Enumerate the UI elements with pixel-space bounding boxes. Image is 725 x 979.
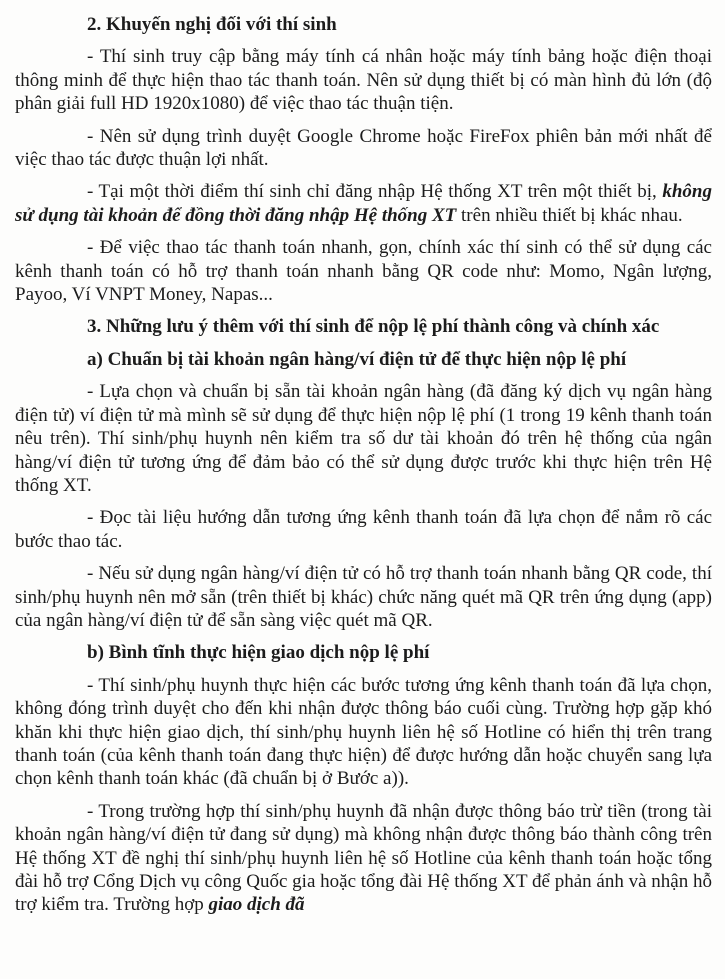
text-run: b) Bình tĩnh thực hiện giao dịch nộp lệ phí (87, 642, 430, 664)
emphasized-text-run: không sử dụng tài khoản để đồng thời đăng nhập Hệ thống XT (15, 181, 712, 226)
paragraph (15, 45, 712, 115)
text-run: - Nên sử dụng trình duyệt Google Chrome hoặc FireFox phiên bản mới nhất để việc thao tác được thuận lợi nhất. (15, 125, 712, 171)
section-heading (15, 641, 712, 664)
paragraph (15, 125, 712, 172)
text-run: - Thí sinh truy cập bằng máy tính cá nhân hoặc máy tính bảng hoặc điện thoại thông minh để thực hiện thao tác thanh toán. Nên sử dụng thiết bị có màn hình đủ lớn (độ phân giải full HD 1920x1080) để việc thao tác thuận tiện. (15, 46, 712, 115)
paragraph (15, 236, 712, 306)
text-run: - Đọc tài liệu hướng dẫn tương ứng kênh thanh toán đã lựa chọn để nắm rõ các bước thao tác. (15, 507, 712, 552)
paragraph (15, 674, 712, 791)
paragraph (15, 562, 712, 632)
text-run: 3. Những lưu ý thêm với thí sinh để nộp lệ phí thành công và chính xác (87, 316, 660, 338)
text-run: a) Chuẩn bị tài khoản ngân hàng/ví điện tử để thực hiện nộp lệ phí (87, 348, 627, 370)
paragraph (15, 180, 712, 227)
text-run: - Thí sinh/phụ huynh thực hiện các bước tương ứng kênh thanh toán đã lựa chọn, không đóng trình duyệt cho đến khi nhận được thông báo cuối cùng. Trường hợp gặp khó khăn khi thực hiện giao dịch, thí sinh/phụ huynh liên hệ số Hotline có hiển thị trên trang thanh toán (của kênh thanh toán đang thực hiện) để được hướng dẫn hoặc chuyển sang lựa chọn kênh thanh toán khác (đã chuẩn bị ở Bước a)). (15, 674, 712, 790)
text-run: 2. Khuyến nghị đối với thí sinh (87, 14, 337, 35)
section-heading (15, 13, 712, 36)
paragraph (15, 380, 712, 497)
text-run: trên nhiều thiết bị khác nhau. (456, 204, 683, 226)
text-run: - Tại một thời điểm thí sinh chỉ đăng nhập Hệ thống XT trên một thiết bị, (87, 181, 663, 203)
section-heading (15, 348, 712, 371)
emphasized-text-run: giao dịch đã (208, 894, 305, 916)
section-heading (15, 315, 712, 338)
text-run: - Nếu sử dụng ngân hàng/ví điện tử có hỗ trợ thanh toán nhanh bằng QR code, thí sinh/phụ huynh nên mở sẵn (trên thiết bị khác) chức năng quét mã QR trên ứng dụng (app) của ngân hàng/ví điện tử để sẵn sàng việc quét mã QR. (15, 563, 712, 631)
text-run: - Lựa chọn và chuẩn bị sẵn tài khoản ngân hàng (đã đăng ký dịch vụ ngân hàng điện tử) ví điện tử mà mình sẽ sử dụng để thực hiện nộp lệ phí (1 trong 19 kênh thanh toán nêu trên). Thí sinh/phụ huynh nên kiểm tra số dư tài khoản đó trên hệ thống của ngân hàng/ví điện tử tương ứng để đảm bảo có thể sử dụng được trước khi thực hiện trên Hệ thống XT. (15, 381, 712, 496)
text-run: - Để việc thao tác thanh toán nhanh, gọn, chính xác thí sinh có thể sử dụng các kênh thanh toán có hỗ trợ thanh toán nhanh bằng QR code như: Momo, Ngân lượng, Payoo, Ví VNPT Money, Napas... (15, 237, 712, 306)
paragraph (15, 506, 712, 553)
paragraph (15, 800, 712, 917)
text-run: - Trong trường hợp thí sinh/phụ huynh đã nhận được thông báo trừ tiền (trong tài khoản ngân hàng/ví điện tử đang sử dụng) mà không nhận được thông báo thành công trên Hệ thống XT đề nghị thí sinh/phụ huynh liên hệ số Hotline của kênh thanh toán hoặc tổng đài hỗ trợ Cổng Dịch vụ công Quốc gia hoặc tổng đài Hệ thống XT để phản ánh và nhận hỗ trợ kiểm tra. Trường hợp (15, 800, 712, 916)
